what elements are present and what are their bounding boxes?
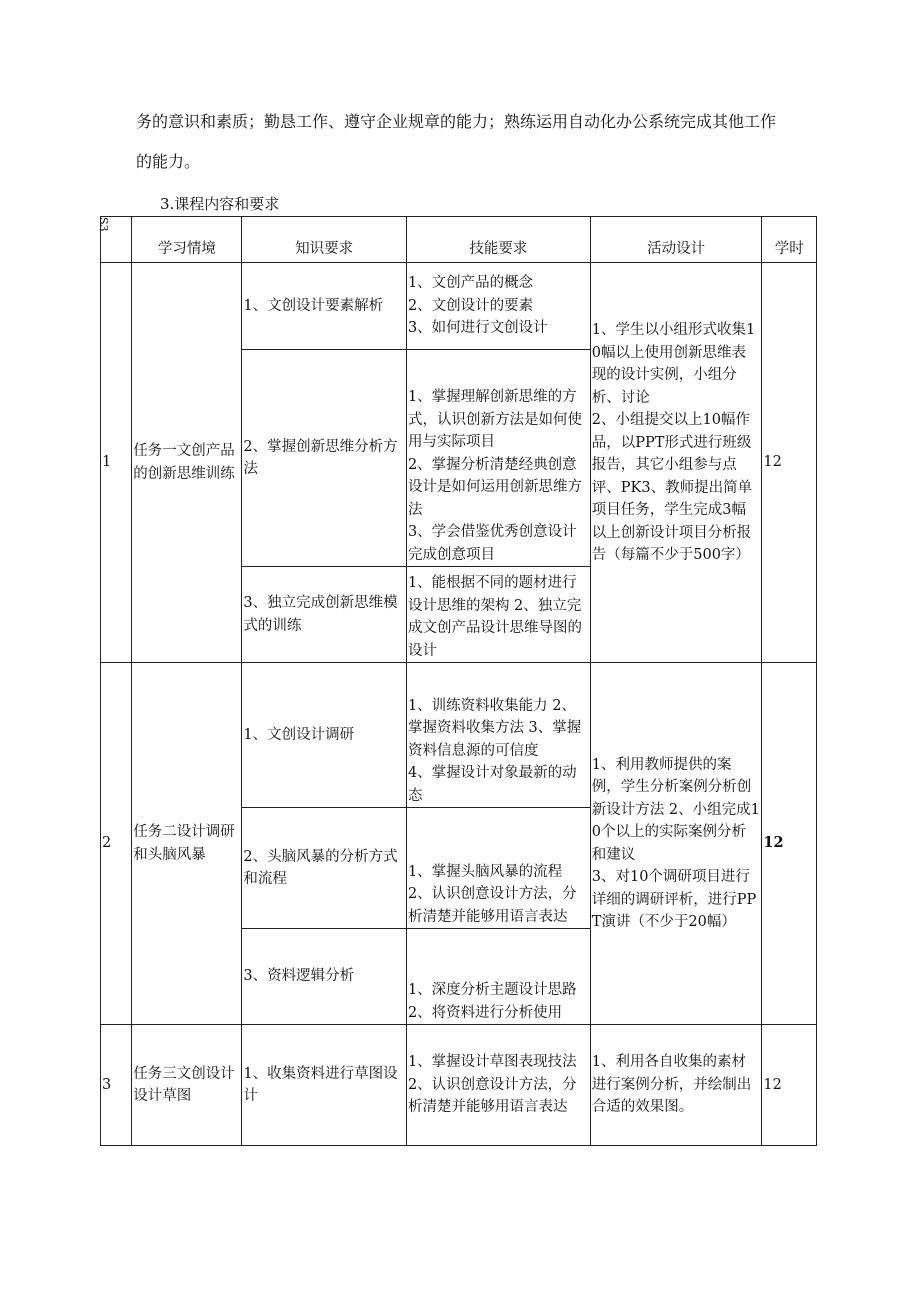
header-skill: 技能要求	[406, 217, 590, 263]
header-hours: 学时	[762, 217, 817, 263]
knowledge-cell: 1、文创设计调研	[242, 663, 407, 808]
activity-cell: 1、利用各自收集的素材进行案例分析，并绘制出合适的效果图。	[590, 1025, 762, 1146]
knowledge-cell: 1、文创设计要素解析	[242, 263, 407, 350]
row-number: 3	[101, 1025, 132, 1146]
table-row	[101, 263, 817, 350]
activity-cell: 1、利用教师提供的案例，学生分析案例分析创新设计方法 2、小组完成10个以上的实际案例分析和建议 3、对10个调研项目进行详细的调研评析，进行PPT演讲（不少于20幅）	[590, 663, 762, 1025]
header-corner: S3	[101, 217, 132, 263]
intro-line-1: 务的意识和素质；勤恳工作、遵守企业规章的能力；熟练运用自动化办公系统完成其他工作	[136, 112, 777, 131]
learning-situation: 任务二设计调研和头脑风暴	[132, 663, 242, 1025]
table-row	[101, 663, 817, 808]
knowledge-cell: 2、头脑风暴的分析方式和流程	[242, 808, 407, 929]
skill-cell: 1、掌握头脑风暴的流程 2、认识创意设计方法，分析清楚并能够用语言表达	[406, 808, 590, 929]
table-row	[101, 1025, 817, 1146]
learning-situation: 任务一文创产品的创新思维训练	[132, 263, 242, 663]
table-header-row	[101, 217, 817, 263]
skill-cell: 1、能根据不同的题材进行设计思维的架构 2、独立完成文创产品设计思维导图的设计	[406, 567, 590, 663]
knowledge-cell: 2、掌握创新思维分析方法	[242, 350, 407, 567]
skill-cell: 1、深度分析主题设计思路 2、将资料进行分析使用	[406, 929, 590, 1025]
section-title: 3.课程内容和要求	[160, 195, 280, 213]
skill-cell: 1、训练资料收集能力 2、掌握资料收集方法 3、掌握资料信息源的可信度 4、掌握设计对象最新的动态	[406, 663, 590, 808]
intro-line-2: 的能力。	[136, 152, 201, 171]
header-situation: 学习情境	[132, 217, 242, 263]
knowledge-cell: 1、收集资料进行草图设计	[242, 1025, 407, 1146]
hours-cell: 12	[762, 663, 817, 1025]
header-activity: 活动设计	[590, 217, 762, 263]
learning-situation: 任务三文创设计设计草图	[132, 1025, 242, 1146]
skill-cell: 1、文创产品的概念 2、文创设计的要素 3、如何进行文创设计	[406, 263, 590, 350]
knowledge-cell: 3、资料逻辑分析	[242, 929, 407, 1025]
hours-cell: 12	[762, 263, 817, 663]
header-knowledge: 知识要求	[242, 217, 407, 263]
row-number: 1	[101, 263, 132, 663]
row-number: 2	[101, 663, 132, 1025]
skill-cell: 1、掌握设计草图表现技法 2、认识创意设计方法，分析清楚并能够用语言表达	[406, 1025, 590, 1146]
activity-cell: 1、学生以小组形式收集10幅以上使用创新思维表现的设计实例，小组分析、讨论 2、小组提交以上10幅作品，以PPT形式进行班级报告，其它小组参与点评、PK3、教师提出简单项目任务，学生完成3幅以上创新设计项目分析报告（每篇不少于500字）	[590, 263, 762, 663]
hours-cell: 12	[762, 1025, 817, 1146]
course-content-table	[97, 216, 817, 1146]
knowledge-cell: 3、独立完成创新思维模式的训练	[242, 567, 407, 663]
skill-cell: 1、掌握理解创新思维的方式，认识创新方法是如何使用与实际项目 2、掌握分析清楚经典创意设计是如何运用创新思维方法 3、学会借鉴优秀创意设计完成创意项目	[406, 350, 590, 567]
